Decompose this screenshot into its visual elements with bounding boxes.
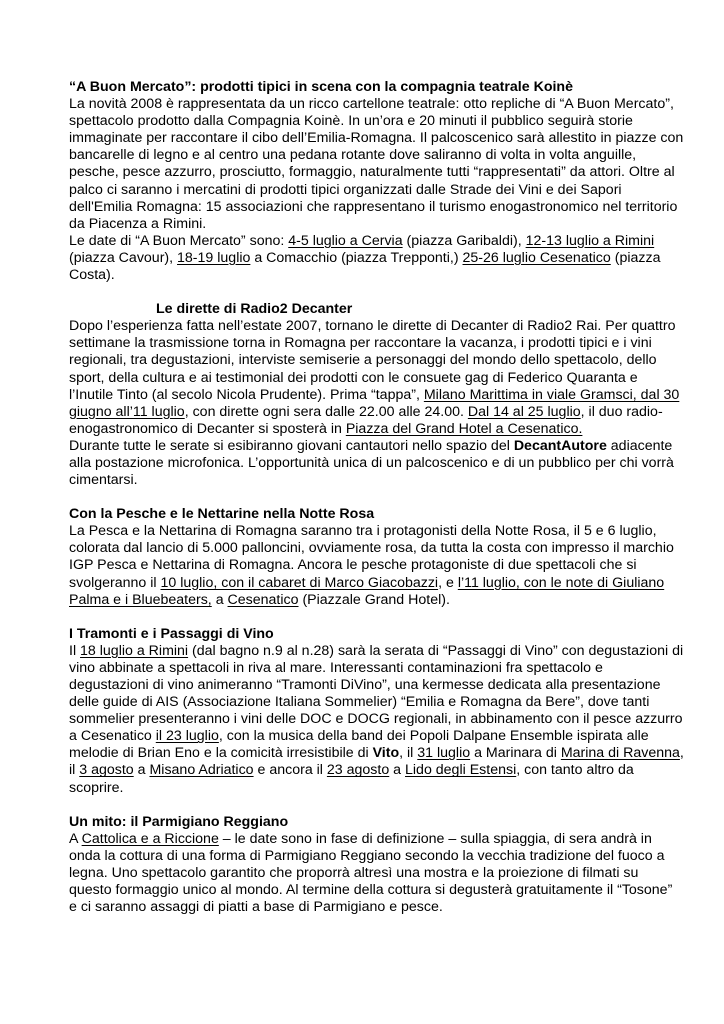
text: Dopo l’esperienza fatta nell’estate 2007, tornano le dirette di Decanter di Radio2 Rai. Per quattro settimane la trasmissione torna in Romagna per raccontare la vacanza, i prodotti tipici e i vini regionali, tra degustazioni, interviste semiserie a personaggi del mondo dello spettacolo, dello sport, della cultura e ai testimonial dei prodotti con le consuete gag di Federico Quaranta e l’Inutile Tinto (al secolo Nicola Prudente). Prima “tappa”, [69,318,676,403]
section-title: Le dirette di Radio2 Decanter [156,301,353,318]
text: a Marinara di [470,745,561,762]
text: (Piazzale Grand Hotel). [298,591,450,608]
text: La Pesca e la Nettarina di Romagna saranno tra i protagonisti della Notte Rosa, il 5 e 6 luglio, colorata dal lancio di 5.000 palloncini, ovviamente rosa, da tutta la costa con impresso il marchio IGP Pesca e Nettarina di Romagna. Ancora le pesche protagoniste di due spettacoli che si svolgeranno il [69,523,674,591]
bold-text: DecantAutore [513,437,607,454]
paragraph [69,643,684,797]
text: , il [399,745,418,762]
underlined-text: Milano Marittima in viale Gramsci, dal 30 giugno all’11 luglio [69,386,680,420]
underlined-text: Lido degli Estensi [405,762,517,779]
text: , con la musica della band dei Popoli Dalpane Ensemble ispirata alle melodie di Brian Eno e la comicità irresistibile di [69,728,649,762]
paragraph [69,318,684,438]
underlined-text: Marina di Ravenna [560,745,680,762]
text: , con dirette ogni sera dalle 22.00 alle 24.00. [184,403,468,420]
underlined-text: 12-13 luglio a Rimini [525,232,655,249]
underlined-text: 25-26 luglio Cesenatico [462,249,611,266]
paragraph-dates [69,233,684,284]
section-title: I Tramonti e i Passaggi di Vino [69,625,274,642]
text: Il [69,642,81,659]
paragraph [69,523,684,608]
text: A [69,830,82,847]
underlined-text: 18-19 luglio [177,249,251,266]
text: a [389,762,406,779]
spacer [69,284,684,301]
section-title: Un mito: il Parmigiano Reggiano [69,813,289,830]
text: – le date sono in fase di definizione – sulla spiaggia, di sera andrà in onda la cottura di una forma di Parmigiano Reggiano secondo la vecchia tradizione del fuoco a legna. Uno spettacolo garantito che proporrà altresì una mostra e la proiezione di filmati su questo formaggio unico al mondo. Al termine della cottura si degusterà gratuitamente il “Tosone” e ci saranno assaggi di piatti a base di Parmigiano e pesce. [69,830,673,916]
section-parmigiano-reggiano [69,814,684,917]
text: (piazza Garibaldi), [402,232,526,249]
underlined-text: l’11 luglio, con le note di Giuliano Palma e i Bluebeaters, [69,574,665,608]
underlined-text: Cesenatico [227,591,299,608]
underlined-text: Misano Adriatico [149,762,254,779]
text: , il [69,745,684,779]
text: , il duo radio-enogastronomico di Decanter si sposterà in [69,403,663,437]
underlined-text: il 23 luglio [155,728,219,745]
text: (piazza Cavour), [69,249,178,266]
underlined-text: Piazza del Grand Hotel a Cesenatico. [345,420,583,437]
section-title: “A Buon Mercato”: prodotti tipici in scena con la compagnia teatrale Koinè [69,79,573,95]
underlined-text: 31 luglio [417,745,471,762]
text: Durante tutte le serate si esibiranno giovani cantautori nello spazio del [69,437,514,454]
section-tramonti-passaggi-vino [69,626,684,797]
text: a [133,762,150,779]
section-radio2-decanter [69,301,684,489]
text: , e [438,574,458,591]
bold-text: Vito [372,745,400,762]
underlined-text: Dal 14 al 25 luglio [467,403,581,420]
text: (piazza Costa). [69,249,661,284]
spacer [69,797,684,814]
spacer [69,489,684,506]
underlined-text: 10 luglio, con il cabaret di Marco Giacobazzi [160,574,439,591]
text: a Comacchio (piazza Trepponti,) [250,249,463,266]
paragraph: La novità 2008 è rappresentata da un ricco cartellone teatrale: otto repliche di “A Buon Mercato”, spettacolo prodotto dalla Compagnia Koinè. In un’ora e 20 minuti il pubblico seguirà storie immaginate per raccontare il cibo dell’Emilia-Romagna. Il palcoscenico sarà allestito in piazze con bancarelle di legno e al centro una pedana rotante dove saliranno di volta in volta anguille, pesche, pesce azzurro, prosciutto, formaggio, naturalmente tutti “rappresentati” da attori. Oltre al palco ci saranno i mercatini di prodotti tipici organizzati dalle Strade dei Vini e dei Sapori dell'Emilia Romagna: 15 associazioni che rappresentano il turismo enogastronomico nel territorio da Piacenza a Rimini. [69,96,684,232]
underlined-text: 23 agosto [326,762,390,779]
section-a-buon-mercato [69,79,684,284]
text: , con tanto altro da scoprire. [69,762,634,796]
paragraph [69,438,684,489]
spacer [69,609,684,626]
underlined-text: 18 luglio a Rimini [80,642,189,659]
text: (dal bagno n.9 al n.28) sarà la serata di “Passaggi di Vino” con degustazioni di vino abbinate a spettacoli in riva al mare. Interessanti contaminazioni fra spettacolo e degustazioni di vino animeranno “Tramonti DiVino”, una kermesse dedicata alla presentazione delle guide di AIS (Associazione Italiana Sommelier) “Emilia e Romagna da Bere”, dove tanti sommelier presenteranno i vini delle DOC e DOCG regionali, in abbinamento con il pesce azzurro a Cesenatico [69,642,684,745]
underlined-text: Cattolica e a Riccione [81,830,219,847]
text: a [211,591,228,608]
text: e ancora il [253,762,327,779]
paragraph [69,831,684,916]
section-notte-rosa [69,506,684,609]
text: adiacente alla postazione microfonica. L’opportunità unica di un palcoscenico e di un pubblico per chi vorrà cimentarsi. [69,437,674,489]
underlined-text: 3 agosto [79,762,134,779]
section-title: Con la Pesche e le Nettarine nella Notte Rosa [69,506,375,523]
underlined-text: 4-5 luglio a Cervia [288,232,403,249]
text: Le date di “A Buon Mercato” sono: [69,232,289,249]
